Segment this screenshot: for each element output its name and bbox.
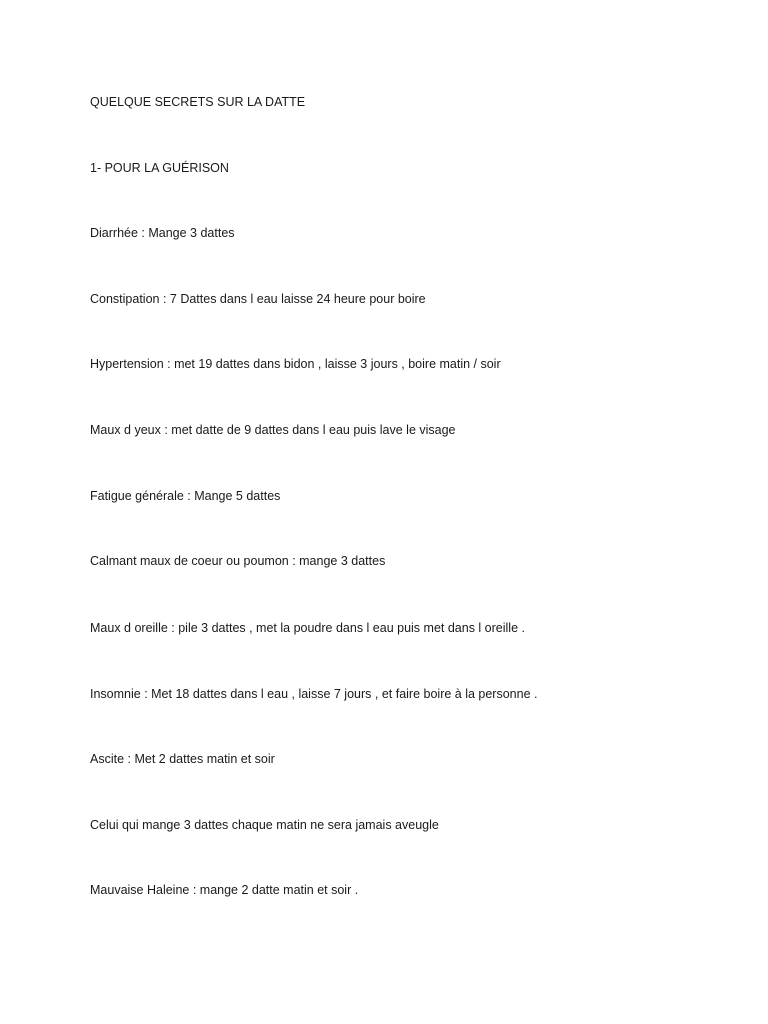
remedy-item-aveugle: Celui qui mange 3 dattes chaque matin ne sera jamais aveugle	[90, 818, 439, 832]
remedy-item-mauvaise-haleine: Mauvaise Haleine : mange 2 datte matin et soir .	[90, 883, 359, 897]
remedy-item-fatigue: Fatigue générale : Mange 5 dattes	[90, 489, 281, 503]
remedy-item-insomnie: Insomnie : Met 18 dattes dans l eau , laisse 7 jours , et faire boire à la personne .	[90, 687, 538, 701]
remedy-item-maux-d-oreille: Maux d oreille : pile 3 dattes , met la poudre dans l eau puis met dans l oreille .	[90, 621, 525, 635]
document-title: QUELQUE SECRETS SUR LA DATTE	[90, 95, 306, 109]
remedy-item-calmant: Calmant maux de coeur ou poumon : mange 3 dattes	[90, 554, 386, 568]
remedy-item-diarrhee: Diarrhée : Mange 3 dattes	[90, 226, 235, 240]
remedy-item-ascite: Ascite : Met 2 dattes matin et soir	[90, 752, 275, 766]
section-heading: 1- POUR LA GUÉRISON	[90, 161, 229, 175]
remedy-item-constipation: Constipation : 7 Dattes dans l eau laisse 24 heure pour boire	[90, 292, 426, 306]
remedy-item-maux-d-yeux: Maux d yeux : met datte de 9 dattes dans l eau puis lave le visage	[90, 423, 456, 437]
remedy-item-hypertension: Hypertension : met 19 dattes dans bidon , laisse 3 jours , boire matin / soir	[90, 357, 501, 371]
